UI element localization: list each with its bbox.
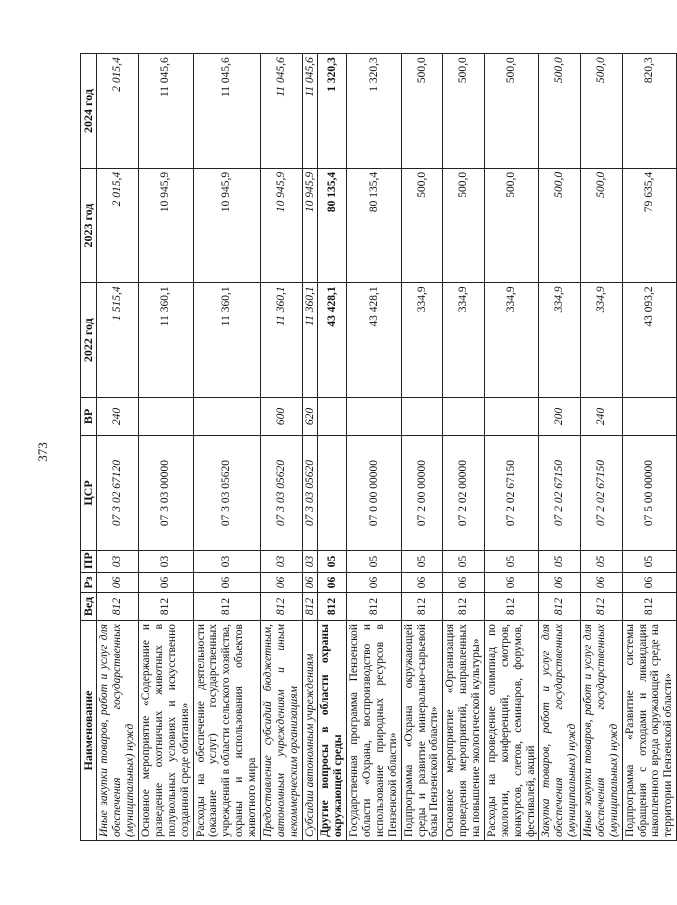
cell-rz: 06	[260, 573, 302, 593]
cell-ved: 812	[622, 593, 677, 621]
cell-csr: 07 2 02 67150	[539, 436, 581, 551]
cell-y2022: 334,9	[443, 283, 485, 398]
cell-rz: 06	[443, 573, 485, 593]
rotated-table-content	[80, 54, 675, 841]
cell-name: Основное мероприятие «Организация проведения мероприятий, направленных на повышение экологической культуры»	[443, 621, 485, 841]
cell-pr: 05	[539, 551, 581, 573]
table-row	[139, 54, 194, 841]
table-row	[484, 54, 539, 841]
table-row	[318, 54, 347, 841]
cell-name: Другие вопросы в области охраны окружающей среды	[318, 621, 347, 841]
cell-y2023: 10 945,9	[139, 168, 194, 283]
cell-y2023: 80 135,4	[347, 168, 402, 283]
header-ved: Вед	[81, 593, 97, 621]
table-row	[302, 54, 318, 841]
cell-ved: 812	[443, 593, 485, 621]
table-row	[539, 54, 581, 841]
header-2023: 2023 год	[81, 168, 97, 283]
cell-y2024: 11 045,6	[302, 54, 318, 169]
table-row	[97, 54, 139, 841]
cell-pr: 05	[347, 551, 402, 573]
cell-csr: 07 0 00 00000	[347, 436, 402, 551]
cell-name: Расходы на обеспечение деятельности (оказание услуг) государственных учреждений в области сельского хозяйства, охраны и использования объектов животного мира	[193, 621, 260, 841]
cell-ved: 812	[347, 593, 402, 621]
cell-rz: 06	[401, 573, 443, 593]
cell-rz: 06	[484, 573, 539, 593]
cell-vr	[484, 398, 539, 436]
cell-ved: 812	[539, 593, 581, 621]
cell-y2024: 500,0	[484, 54, 539, 169]
cell-name: Расходы на проведение олимпиад по экологии, конференций, смотров, конкурсов, слетов, семинаров, форумов, фестивалей, акций	[484, 621, 539, 841]
cell-y2023: 10 945,9	[302, 168, 318, 283]
cell-pr: 05	[581, 551, 623, 573]
cell-y2023: 500,0	[484, 168, 539, 283]
cell-y2022: 11 360,1	[139, 283, 194, 398]
cell-y2023: 10 945,9	[193, 168, 260, 283]
cell-csr: 07 2 02 67150	[484, 436, 539, 551]
cell-y2023: 10 945,9	[260, 168, 302, 283]
cell-csr: 07 5 00 00000	[622, 436, 677, 551]
cell-y2024: 500,0	[539, 54, 581, 169]
cell-rz: 06	[139, 573, 194, 593]
cell-ved: 812	[484, 593, 539, 621]
header-2024: 2024 год	[81, 54, 97, 169]
cell-ved: 812	[97, 593, 139, 621]
cell-pr: 03	[97, 551, 139, 573]
header-pr: ПР	[81, 551, 97, 573]
cell-y2023: 500,0	[539, 168, 581, 283]
table-row	[260, 54, 302, 841]
cell-pr: 05	[443, 551, 485, 573]
cell-y2022: 11 360,1	[302, 283, 318, 398]
cell-vr	[622, 398, 677, 436]
cell-csr	[318, 436, 347, 551]
cell-y2022: 334,9	[401, 283, 443, 398]
cell-rz: 06	[318, 573, 347, 593]
cell-name: Закупка товаров, работ и услуг для обеспечения государственных (муниципальных) нужд	[539, 621, 581, 841]
cell-rz: 06	[347, 573, 402, 593]
cell-name: Государственная программа Пензенской области «Охрана, воспроизводство и использование природных ресурсов в Пензенской области»	[347, 621, 402, 841]
cell-y2022: 43 428,1	[347, 283, 402, 398]
cell-name: Иные закупки товаров, работ и услуг для обеспечения государственных (муниципальных) нужд	[581, 621, 623, 841]
table-row	[443, 54, 485, 841]
cell-y2024: 500,0	[443, 54, 485, 169]
cell-ved: 812	[260, 593, 302, 621]
cell-y2024: 1 320,3	[347, 54, 402, 169]
cell-name: Субсидии автономным учреждениям	[302, 621, 318, 841]
page-number: 373	[35, 442, 50, 462]
table-body	[97, 54, 677, 841]
cell-ved: 812	[139, 593, 194, 621]
cell-ved: 812	[193, 593, 260, 621]
header-2022: 2022 год	[81, 283, 97, 398]
cell-csr: 07 3 03 00000	[139, 436, 194, 551]
cell-name: Предоставление субсидий бюджетным, автономным учреждениям и иным некоммерческим организациям	[260, 621, 302, 841]
budget-table	[80, 53, 677, 841]
cell-rz: 06	[581, 573, 623, 593]
cell-vr: 600	[260, 398, 302, 436]
cell-y2023: 500,0	[401, 168, 443, 283]
cell-pr: 03	[260, 551, 302, 573]
cell-pr: 05	[318, 551, 347, 573]
cell-y2022: 11 360,1	[260, 283, 302, 398]
cell-rz: 06	[302, 573, 318, 593]
cell-pr: 05	[401, 551, 443, 573]
cell-csr: 07 2 02 67150	[581, 436, 623, 551]
cell-vr	[443, 398, 485, 436]
cell-vr: 240	[97, 398, 139, 436]
header-name: Наименование	[81, 621, 97, 841]
cell-y2023: 2 015,4	[97, 168, 139, 283]
cell-y2023: 80 135,4	[318, 168, 347, 283]
header-vr: ВР	[81, 398, 97, 436]
cell-vr	[401, 398, 443, 436]
cell-y2024: 11 045,6	[193, 54, 260, 169]
cell-vr	[139, 398, 194, 436]
cell-vr	[318, 398, 347, 436]
cell-y2024: 500,0	[581, 54, 623, 169]
cell-y2022: 334,9	[539, 283, 581, 398]
cell-y2022: 334,9	[581, 283, 623, 398]
cell-csr: 07 3 03 05620	[302, 436, 318, 551]
cell-y2024: 2 015,4	[97, 54, 139, 169]
cell-pr: 03	[193, 551, 260, 573]
cell-csr: 07 2 02 00000	[443, 436, 485, 551]
cell-name: Подпрограмма «Развитие системы обращения с отходами и ликвидация накопленного вреда окружающей среде на территории Пензенской области»	[622, 621, 677, 841]
cell-y2024: 820,3	[622, 54, 677, 169]
cell-y2024: 11 045,6	[260, 54, 302, 169]
cell-csr: 07 3 03 05620	[193, 436, 260, 551]
cell-pr: 05	[484, 551, 539, 573]
cell-vr	[347, 398, 402, 436]
cell-y2024: 500,0	[401, 54, 443, 169]
cell-y2024: 1 320,3	[318, 54, 347, 169]
cell-y2022: 1 515,4	[97, 283, 139, 398]
table-row	[581, 54, 623, 841]
cell-vr: 240	[581, 398, 623, 436]
cell-vr: 200	[539, 398, 581, 436]
cell-rz: 06	[539, 573, 581, 593]
cell-rz: 06	[622, 573, 677, 593]
cell-csr: 07 3 02 67120	[97, 436, 139, 551]
cell-y2022: 43 093,2	[622, 283, 677, 398]
cell-ved: 812	[302, 593, 318, 621]
cell-ved: 812	[318, 593, 347, 621]
cell-ved: 812	[401, 593, 443, 621]
cell-y2023: 79 635,4	[622, 168, 677, 283]
cell-y2022: 43 428,1	[318, 283, 347, 398]
cell-y2022: 334,9	[484, 283, 539, 398]
table-row	[401, 54, 443, 841]
cell-y2024: 11 045,6	[139, 54, 194, 169]
cell-name: Иные закупки товаров, работ и услуг для обеспечения государственных (муниципальных) нужд	[97, 621, 139, 841]
cell-pr: 03	[139, 551, 194, 573]
cell-ved: 812	[581, 593, 623, 621]
cell-csr: 07 2 00 00000	[401, 436, 443, 551]
cell-pr: 05	[622, 551, 677, 573]
cell-name: Подпрограмма «Охрана окружающей среды и развитие минерально-сырьевой базы Пензенской области»	[401, 621, 443, 841]
cell-y2023: 500,0	[581, 168, 623, 283]
header-rz: Рз	[81, 573, 97, 593]
table-row	[622, 54, 677, 841]
cell-rz: 06	[97, 573, 139, 593]
cell-vr: 620	[302, 398, 318, 436]
cell-rz: 06	[193, 573, 260, 593]
table-row	[347, 54, 402, 841]
table-row	[193, 54, 260, 841]
cell-y2022: 11 360,1	[193, 283, 260, 398]
header-csr: ЦСР	[81, 436, 97, 551]
table-header-row	[81, 54, 97, 841]
rotated-table-frame	[80, 54, 675, 841]
cell-vr	[193, 398, 260, 436]
cell-y2023: 500,0	[443, 168, 485, 283]
cell-pr: 03	[302, 551, 318, 573]
cell-csr: 07 3 03 05620	[260, 436, 302, 551]
cell-name: Основное мероприятие «Содержание и разведение охотничьих животных в полувольных условиях и искусственно созданной среде обитания»	[139, 621, 194, 841]
